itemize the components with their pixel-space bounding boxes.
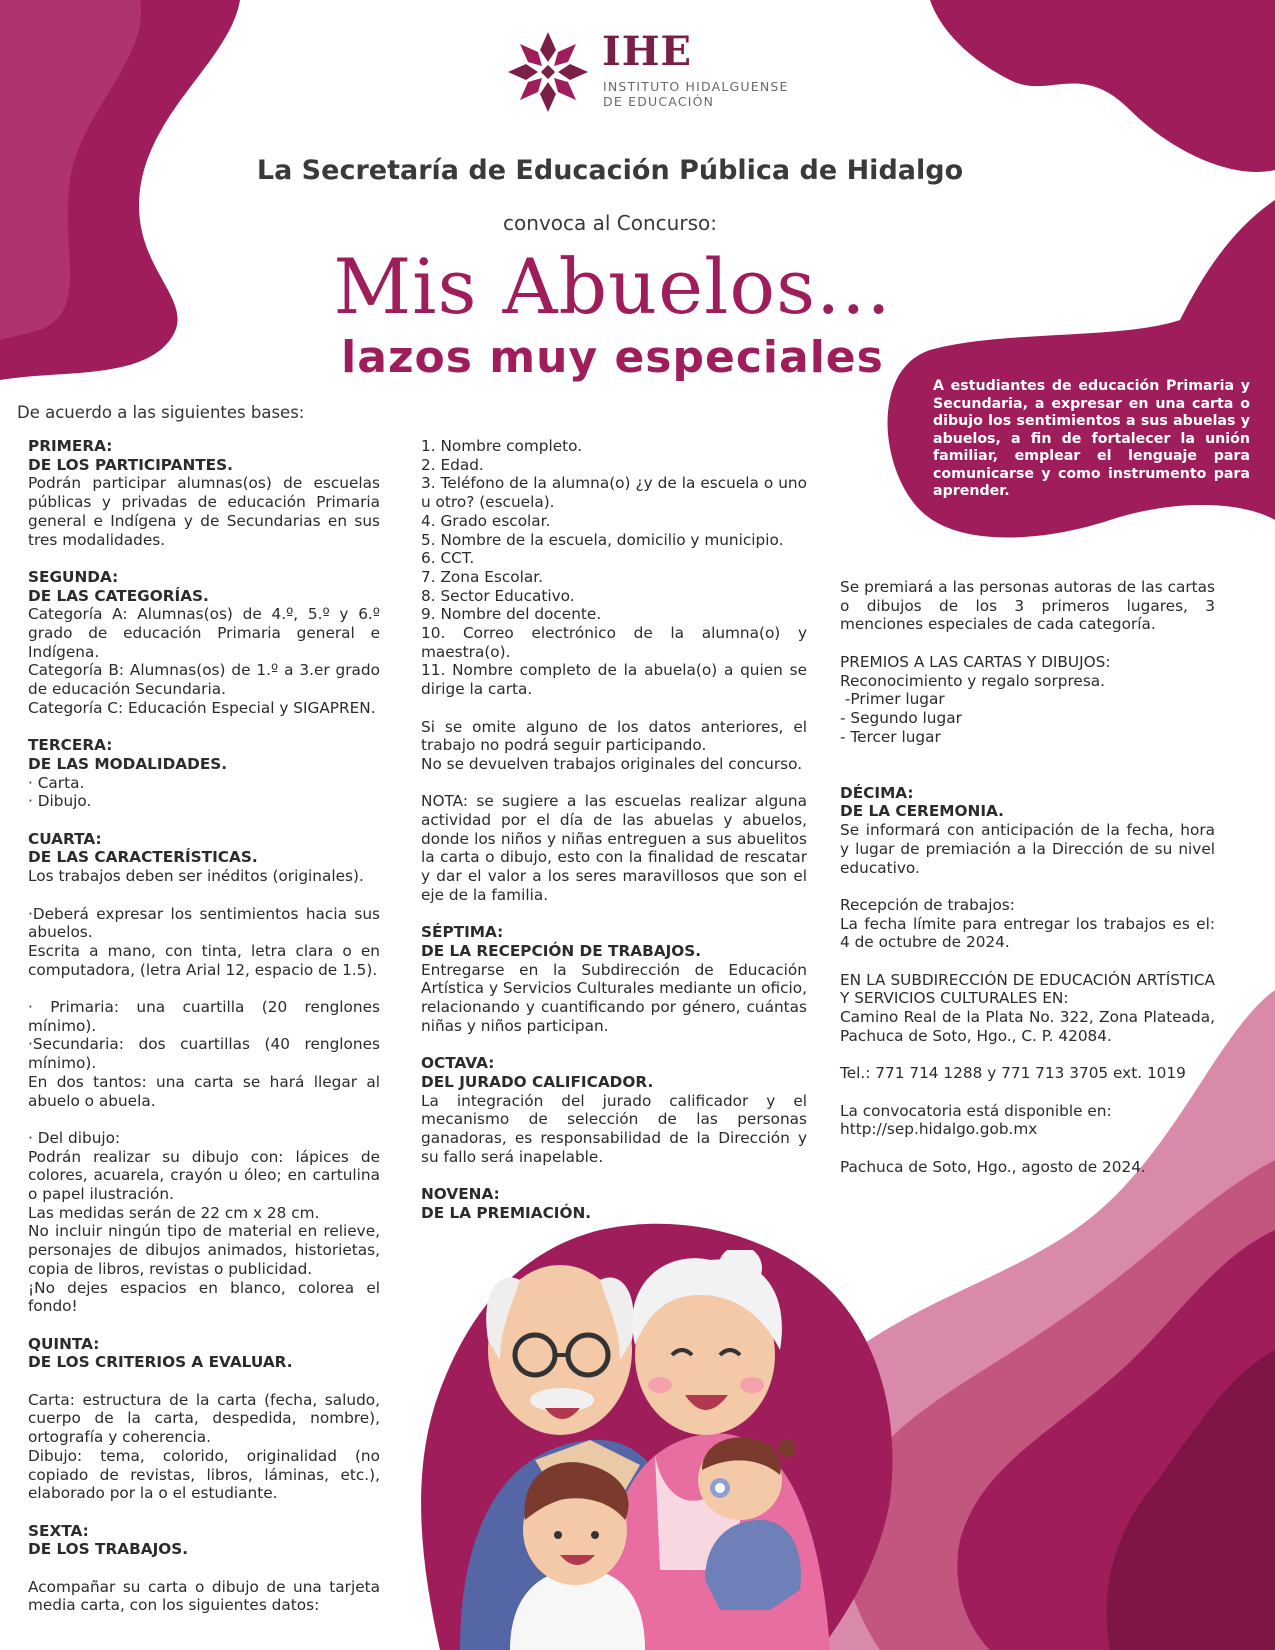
prizes-line: Reconocimiento y regalo sorpresa. — [840, 671, 1106, 690]
list-item: 4. Grado escolar. — [421, 511, 551, 530]
ihe-star-logo-icon — [506, 30, 590, 114]
section-sexta — [28, 1522, 380, 1616]
section-quinta — [28, 1335, 380, 1503]
section-heading: SEXTA: — [28, 1521, 89, 1540]
section-heading: NOVENA: — [421, 1185, 500, 1204]
section-heading: CUARTA: — [28, 829, 102, 848]
paragraph: ¡No dejes espacios en blanco, colorea el fondo! — [28, 1278, 380, 1316]
section-subheading: DE LA CEREMONIA. — [840, 802, 1004, 821]
location-heading: EN LA SUBDIRECCIÓN DE EDUCACIÓN ARTÍSTICA Y SERVICIOS CULTURALES EN: — [840, 970, 1215, 1008]
section-subheading: DE LAS CATEGORÍAS. — [28, 586, 209, 605]
category-c: Categoría C: Educación Especial y SIGAPREN. — [28, 698, 376, 717]
paragraph: Se premiará a las personas autoras de las cartas o dibujos de los 3 primeros lugares, 3 menciones especiales de cada categoría. — [840, 578, 1215, 634]
convoca-text: convoca al Concurso: — [503, 211, 717, 235]
intro-text: A estudiantes de educación Primaria y Secundaria, a expresar en una carta o dibujo los sentimientos a sus abuelas y abuelos, a fin de fortalecer la unión familiar, emplear el lenguaje para comunicarse y como instrumento para aprender. — [933, 378, 1250, 499]
prize-item: -Primer lugar — [840, 690, 945, 709]
section-heading: SÉPTIMA: — [421, 923, 504, 942]
section-text: La integración del jurado calificador y el mecanismo de selección de las personas ganadoras, es responsabilidad de la Dirección y su fallo será inapelable. — [421, 1091, 807, 1166]
address-text: Camino Real de la Plata No. 322, Zona Plateada, Pachuca de Soto, Hgo., C. P. 42084. — [840, 1008, 1215, 1045]
place-date: Pachuca de Soto, Hgo., agosto de 2024. — [840, 1157, 1146, 1176]
section-decima — [840, 784, 1215, 878]
section-text: Podrán participar alumnas(os) de escuelas públicas y privadas de educación Primaria general e Indígena y de Secundarias en sus tres modalidades. — [28, 474, 380, 549]
section-text: Entregarse en la Subdirección de Educación Artística y Servicios Culturales mediante un oficio, relacionando y cuantificando por género, cuántas niñas y niños participan. — [421, 960, 807, 1035]
paragraph: En dos tantos: una carta se hará llegar al abuelo o abuela. — [28, 1072, 380, 1110]
paragraph: ·Secundaria: dos cuartillas (40 renglones mínimo). — [28, 1035, 380, 1073]
paragraph: Acompañar su carta o dibujo de una tarjeta media carta, con los siguientes datos: — [28, 1577, 380, 1615]
paragraph: ·Deberá expresar los sentimientos hacia sus abuelos. — [28, 904, 380, 942]
prizes-heading: PREMIOS A LAS CARTAS Y DIBUJOS: — [840, 652, 1111, 671]
category-a: Categoría A: Alumnas(os) de 4.º, 5.º y 6.º grado de educación Primaria general e Indígena. — [28, 605, 380, 661]
phone-text: Tel.: 771 714 1288 y 771 713 3705 ext. 1019 — [840, 1064, 1186, 1083]
section-subheading: DE LOS PARTICIPANTES. — [28, 455, 233, 474]
list-item: 3. Teléfono de la alumna(o) ¿y de la escuela o uno u otro? (escuela). — [421, 474, 807, 512]
section-subheading: DE LOS CRITERIOS A EVALUAR. — [28, 1353, 293, 1372]
section-subheading: DE LA PREMIACIÓN. — [421, 1203, 592, 1222]
blob-top-right — [930, 0, 1275, 172]
availability-text: La convocatoria está disponible en: — [840, 1101, 1112, 1120]
list-item: 11. Nombre completo de la abuela(o) a quien se dirige la carta. — [421, 661, 807, 699]
paragraph: · Del dibujo: — [28, 1128, 121, 1147]
section-heading: SEGUNDA: — [28, 567, 119, 586]
list-item: · Dibujo. — [28, 792, 92, 811]
section-cuarta — [28, 830, 380, 1316]
section-heading: DÉCIMA: — [840, 783, 914, 802]
contest-title: Mis Abuelos... — [333, 242, 892, 331]
note-paragraph: NOTA: se sugiere a las escuelas realizar alguna actividad por el día de las abuelas y abuelos, donde los niños y niñas entreguen a sus abuelitos la carta o dibujo, esto con la finalidad de rescatar y dar el valor a los seres maravillosos que son el eje de la familia. — [421, 792, 807, 904]
section-tercera — [28, 736, 380, 811]
list-item: 5. Nombre de la escuela, domicilio y municipio. — [421, 530, 784, 549]
category-b: Categoría B: Alumnas(os) de 1.º a 3.er grado de educación Secundaria. — [28, 661, 380, 699]
section-heading: PRIMERA: — [28, 437, 113, 455]
section-subheading: DE LAS MODALIDADES. — [28, 754, 228, 773]
section-subheading: DEL JURADO CALIFICADOR. — [421, 1072, 654, 1091]
section-primera — [28, 437, 380, 549]
list-item: 6. CCT. — [421, 549, 475, 568]
list-item: 9. Nombre del docente. — [421, 605, 602, 624]
section-heading: OCTAVA: — [421, 1054, 495, 1073]
section-subheading: DE LAS CARACTERÍSTICAS. — [28, 848, 258, 867]
list-item: 2. Edad. — [421, 455, 484, 474]
list-item: 10. Correo electrónico de la alumna(o) y maestra(o). — [421, 624, 807, 661]
column-1 — [28, 437, 380, 1615]
section-septima — [421, 923, 807, 1035]
secretaria-heading: La Secretaría de Educación Pública de Hidalgo — [256, 155, 964, 186]
list-item: 8. Sector Educativo. — [421, 586, 575, 605]
data-list — [421, 437, 807, 699]
paragraph: Carta: estructura de la carta (fecha, saludo, cuerpo de la carta, despedida, nombre), ortografía y coherencia. — [28, 1390, 380, 1447]
column-3 — [840, 578, 1215, 1176]
bases-intro: De acuerdo a las siguientes bases: — [17, 403, 305, 422]
section-text: Se informará con anticipación de la fecha, hora y lugar de premiación a la Dirección de su nivel educativo. — [840, 821, 1215, 877]
section-heading: QUINTA: — [28, 1334, 100, 1353]
reception-text: La fecha límite para entregar los trabajos es el: 4 de octubre de 2024. — [840, 914, 1215, 952]
section-octava — [421, 1054, 807, 1166]
section-segunda — [28, 568, 380, 718]
prize-item: - Segundo lugar — [840, 708, 962, 727]
column-2 — [421, 437, 807, 1222]
list-item: · Carta. — [28, 773, 85, 792]
list-item: 7. Zona Escolar. — [421, 567, 544, 586]
family-illustration — [440, 1250, 860, 1650]
section-heading: TERCERA: — [28, 736, 113, 755]
section-subheading: DE LOS TRABAJOS. — [28, 1540, 189, 1559]
logo-acronym: IHE — [602, 28, 692, 75]
ihe-logo — [506, 30, 806, 114]
reception-heading: Recepción de trabajos: — [840, 895, 1015, 914]
section-subheading: DE LA RECEPCIÓN DE TRABAJOS. — [421, 941, 702, 960]
contest-subtitle: lazos muy especiales — [341, 332, 884, 383]
paragraph: Si se omite alguno de los datos anteriores, el trabajo no podrá seguir participando. — [421, 717, 807, 755]
paragraph: · Primaria: una cuartilla (20 renglones mínimo). — [28, 998, 380, 1035]
paragraph: No se devuelven trabajos originales del concurso. — [421, 754, 803, 773]
paragraph: No incluir ningún tipo de material en relieve, personajes de dibujos animados, historietas, copia de libros, revistas o publicidad. — [28, 1222, 380, 1278]
paragraph: Dibujo: tema, colorido, originalidad (no copiado de revistas, libros, láminas, etc.), elaborado por la o el estudiante. — [28, 1446, 380, 1503]
logo-name-line2: DE EDUCACIÓN — [603, 94, 715, 109]
paragraph: Las medidas serán de 22 cm x 28 cm. — [28, 1203, 320, 1222]
paragraph: Podrán realizar su dibujo con: lápices de colores, acuarela, crayón u óleo; en cartulina o papel ilustración. — [28, 1147, 380, 1204]
paragraph: Los trabajos deben ser inéditos (originales). — [28, 867, 364, 886]
logo-name-line1: INSTITUTO HIDALGUENSE — [603, 79, 789, 94]
paragraph: Escrita a mano, con tinta, letra clara o en computadora, (letra Arial 12, espacio de 1.5). — [28, 941, 380, 979]
prize-item: - Tercer lugar — [840, 727, 941, 746]
section-novena — [421, 1185, 807, 1222]
list-item: 1. Nombre completo. — [421, 437, 583, 455]
website-link[interactable]: http://sep.hidalgo.gob.mx — [840, 1120, 1038, 1139]
